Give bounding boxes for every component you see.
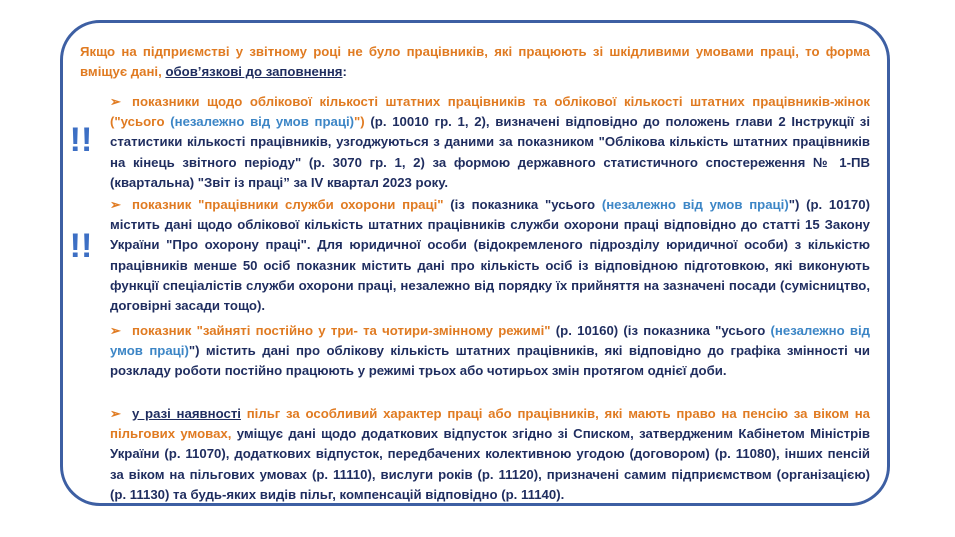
intro-paragraph <box>80 42 870 82</box>
item-4-a: у разі наявності <box>132 406 241 421</box>
item-1-c: ") <box>354 114 365 130</box>
arrow-bullet-icon: ➢ <box>110 323 122 338</box>
item-2-d: ") (р. 10170) містить дані щодо облікової кількість штатних працівників служби охорони праці відповідно до статті 15 Закону України "Про охорону праці". Для юридичної особи (відокремленого підрозділу юридичної особи) з кількістю працівників менше 50 осіб показник містить дані про кількість осіб із відповідною підготовкою, які виконують функції спеціалістів служби охорони праці, незалежно від порядку їх прийняття на зазначені посади (сумісництво, договірні засади тощо). <box>110 197 870 314</box>
item-2-b: (із показника "усього <box>443 197 602 212</box>
arrow-bullet-icon: ➢ <box>110 197 122 212</box>
intro-underlined: обов’язкові до заповнення <box>165 64 343 80</box>
list-item <box>110 321 870 382</box>
exclamation-icon: !! <box>69 227 93 265</box>
intro-text: Якщо на підприємстві у звітному році не було працівників, які працюють зі шкідливими умовами праці, то форма вміщує дані, <box>80 44 870 80</box>
item-4-c: уміщує дані щодо додаткових відпусток згідно зі Списком, затвердженим Кабінетом Міністрів України (р. 11070), додаткових відпусток, передбачених колективною угодою (договором) (р. 11080), інших пенсій за віком на пільгових умовах (р. 11110), вислуги років (р. 11120), призначені самим підприємством (організацією) (р. 11130) та будь-яких видів пільг, компенсацій відповідно (р. 11140). <box>110 426 870 502</box>
item-2-c: (незалежно від умов праці) <box>601 197 789 212</box>
item-3-a: показник "зайняті постійно у три- та чотири-змінному режимі" <box>132 323 551 338</box>
list-item <box>110 404 870 505</box>
arrow-bullet-icon: ➢ <box>110 406 122 421</box>
intro-colon: : <box>342 64 347 80</box>
item-1-d: (р. 10010 гр. 1, 2), визначені відповідно до положень глави 2 Інструкції зі статистики кількості працівників, узгоджуються з даними за показником "Облікова кількість штатних працівників на кінець звітного періоду" (р. 3070 гр. 1, 2) за формою державного статистичного спостереження № 1-ПВ (квартальна) "Звіт із праці” за IV квартал 2023 року. <box>110 114 871 190</box>
item-3-b: (р. 10160) (із показника "усього <box>550 323 771 338</box>
item-3-c: (незалежно від умов праці) <box>110 323 871 359</box>
arrow-bullet-icon: ➢ <box>110 94 122 109</box>
item-4-b: пільг за особливий характер праці або працівників, які мають право на пенсію за віком на пільгових умовах, <box>110 406 870 442</box>
list-item <box>110 195 870 316</box>
item-3-d: ") містить дані про облікову кількість штатних працівників, які відповідно до графіка змінності чи розкладу роботи постійно працюють у режимі трьох або чотирьох змін протягом однієї доби. <box>110 343 870 379</box>
item-1-b: (незалежно від умов праці) <box>170 114 355 130</box>
exclamation-icon: !! <box>69 121 93 159</box>
list-item <box>110 92 870 193</box>
item-2-a: показник "працівники служби охорони праці" <box>132 197 444 212</box>
item-1-a: показники щодо облікової кількості штатних працівників та облікової кількості штатних працівників-жінок ("усього <box>110 94 870 130</box>
